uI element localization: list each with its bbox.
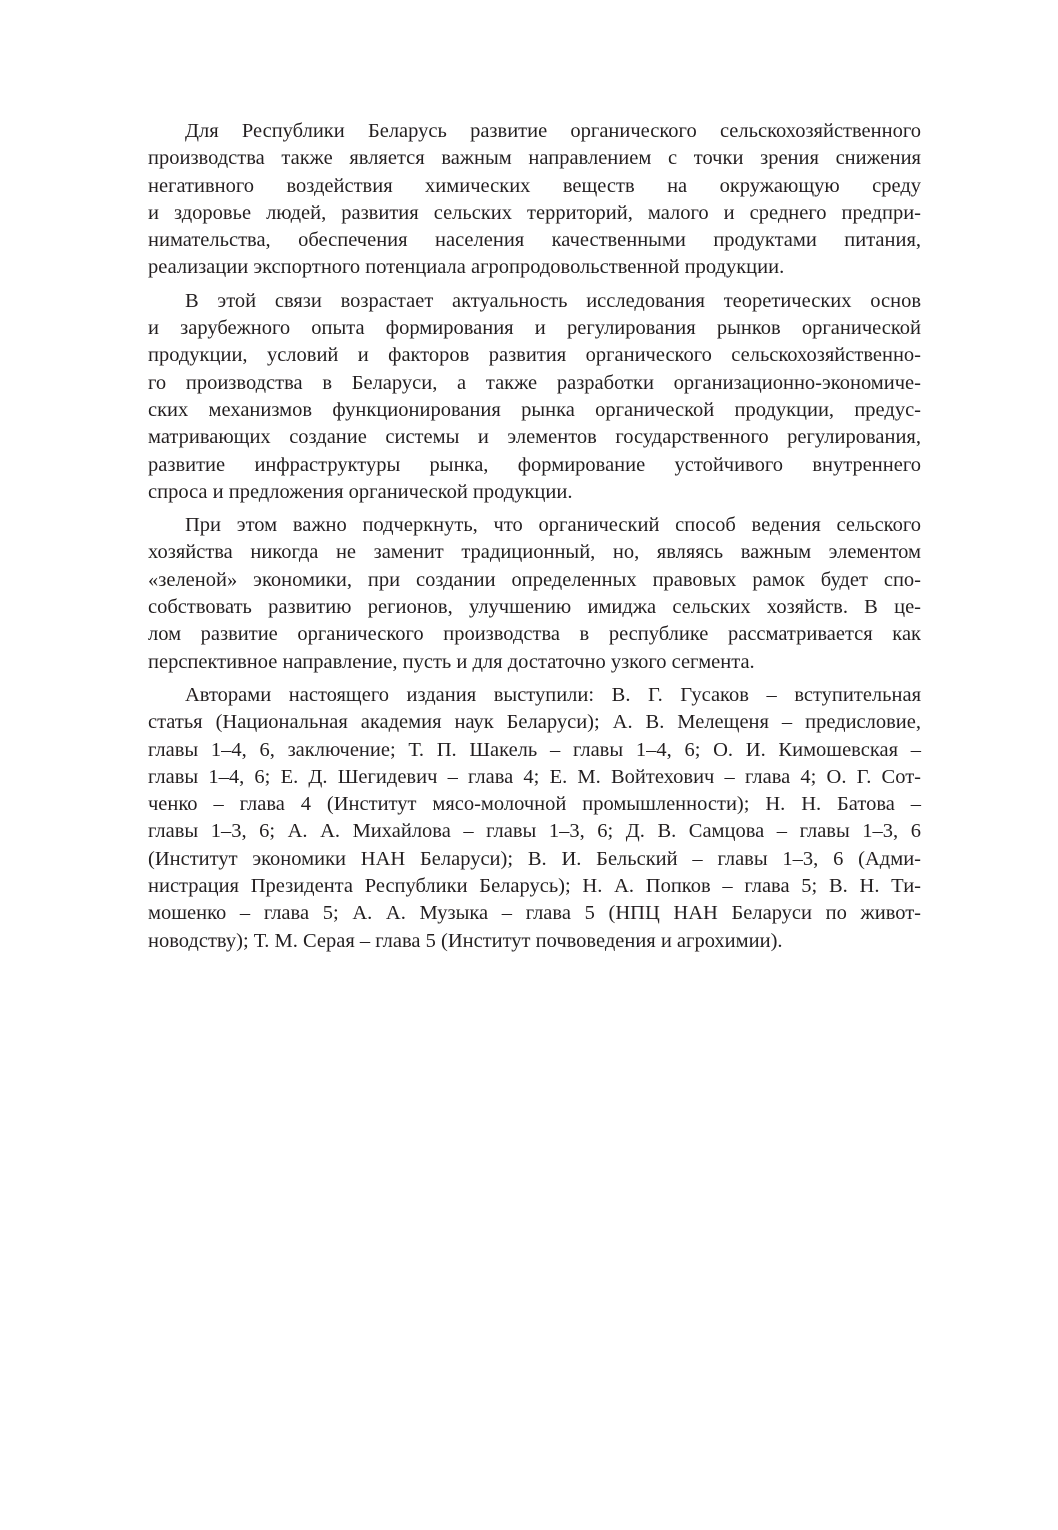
text-line: реализации экспортного потенциала агропродовольственной продукции. <box>148 256 785 279</box>
paragraph-authors <box>148 682 921 955</box>
text-line: хозяйства никогда не заменит традиционный, но, являясь важным элементом <box>148 541 921 564</box>
text-line: Авторами настоящего издания выступили: В. Г. Гусаков – вступительная <box>185 683 921 706</box>
paragraph-organic-perspective <box>148 512 921 676</box>
text-line: собствовать развитию регионов, улучшению имиджа сельских хозяйств. В це- <box>148 596 921 619</box>
text-line: главы 1–4, 6; Е. Д. Шегидевич – глава 4; Е. М. Войтехович – глава 4; О. Г. Сот- <box>148 765 921 788</box>
text-line: «зеленой» экономики, при создании определенных правовых рамок будет спо- <box>148 568 921 591</box>
text-line: производства также является важным направлением с точки зрения снижения <box>148 147 921 170</box>
text-line: главы 1–3, 6; А. А. Михайлова – главы 1–3, 6; Д. В. Самцова – главы 1–3, 6 <box>148 820 921 843</box>
text-line: нистрация Президента Республики Беларусь); Н. А. Попков – глава 5; В. Н. Ти- <box>148 875 921 898</box>
text-line: развитие инфраструктуры рынка, формирование устойчивого внутреннего <box>148 453 921 476</box>
text-line: спроса и предложения органической продукции. <box>148 480 573 503</box>
paragraph-organic-importance <box>148 118 921 282</box>
paragraph-research-relevance <box>148 288 921 506</box>
text-line: и зарубежного опыта формирования и регулирования рынков органической <box>148 317 921 340</box>
text-line: матривающих создание системы и элементов государственного регулирования, <box>148 426 921 449</box>
text-line: лом развитие органического производства в республике рассматривается как <box>148 623 921 646</box>
text-line: новодству); Т. М. Серая – глава 5 (Институт почвоведения и агрохимии). <box>148 929 783 952</box>
text-line: ченко – глава 4 (Институт мясо-молочной промышленности); Н. Н. Батова – <box>148 793 921 816</box>
body-text <box>148 118 921 961</box>
text-line: мошенко – глава 5; А. А. Музыка – глава 5 (НПЦ НАН Беларуси по живот- <box>148 902 921 925</box>
text-line: продукции, условий и факторов развития органического сельскохозяйственно- <box>148 344 921 367</box>
text-line: го производства в Беларуси, а также разработки организационно-экономиче- <box>148 371 921 394</box>
text-line: В этой связи возрастает актуальность исследования теоретических основ <box>185 289 921 312</box>
text-line: (Институт экономики НАН Беларуси); В. И. Бельский – главы 1–3, 6 (Адми- <box>148 847 921 870</box>
text-line: негативного воздействия химических веществ на окружающую среду <box>148 174 921 197</box>
text-line: и здоровье людей, развития сельских территорий, малого и среднего предпри- <box>148 201 921 224</box>
text-line: При этом важно подчеркнуть, что органический способ ведения сельского <box>185 514 921 537</box>
text-line: Для Республики Беларусь развитие органического сельскохозяйственного <box>185 120 921 142</box>
text-line: главы 1–4, 6, заключение; Т. П. Шакель – главы 1–4, 6; О. И. Кимошевская – <box>148 738 921 761</box>
text-line: статья (Национальная академия наук Беларуси); А. В. Мелещеня – предисловие, <box>148 711 921 734</box>
text-line: нимательства, обеспечения населения качественными продуктами питания, <box>148 229 921 252</box>
text-line: перспективное направление, пусть и для достаточно узкого сегмента. <box>148 650 755 673</box>
text-line: ских механизмов функционирования рынка органической продукции, предус- <box>148 398 921 421</box>
